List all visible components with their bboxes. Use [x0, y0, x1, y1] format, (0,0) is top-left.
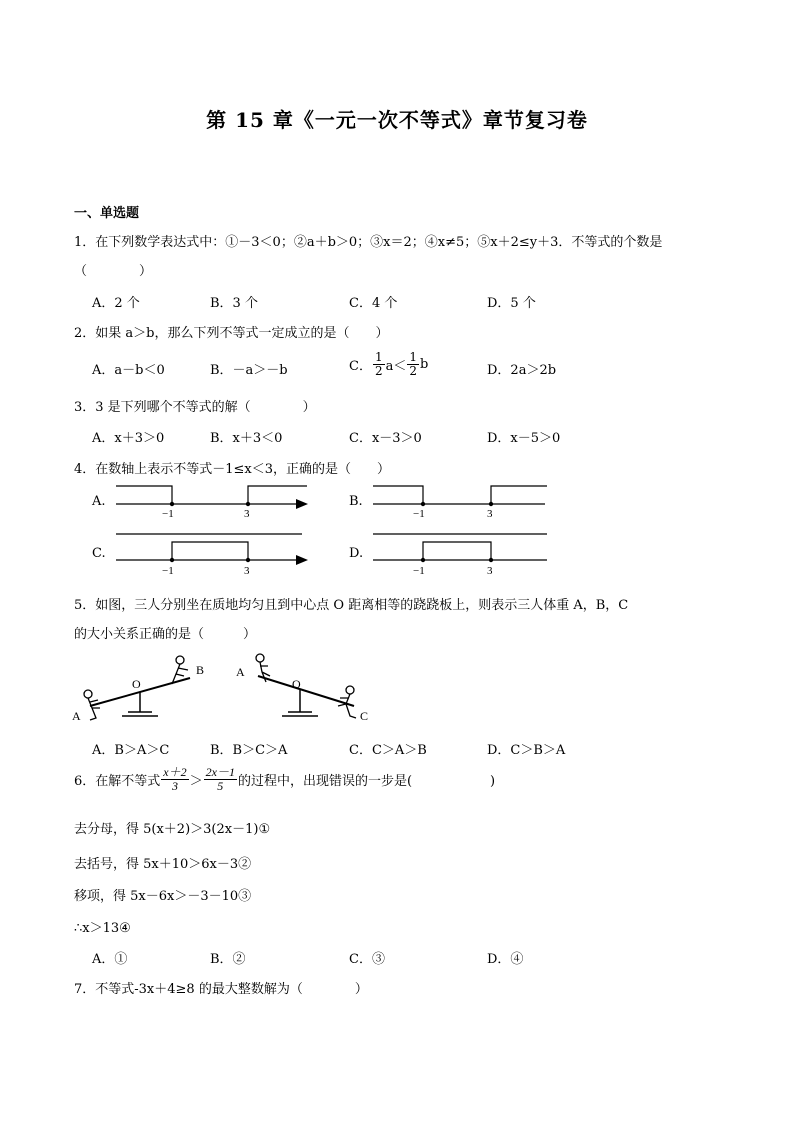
q4-numberline-c: [112, 524, 312, 576]
q6-step-1: 去分母，得 5(x＋2)＞3(2x－1)①: [74, 822, 271, 837]
q1-option-b: B．3 个: [210, 296, 258, 311]
q3-stem: 3．3 是下列哪个不等式的解（ ）: [74, 400, 316, 415]
q3-option-a: A．x＋3＞0: [92, 431, 165, 446]
q2-option-a: A．a－b＜0: [92, 363, 165, 378]
q4-label-b: B.: [349, 494, 363, 509]
q6-option-a: A．①: [92, 952, 128, 967]
q1-stem: 1．在下列数学表达式中：①－3＜0；②a＋b＞0；③x＝2；④x≠5；⑤x＋2≤y＋3．不等式的个数是: [74, 235, 663, 250]
person-label-a: A: [72, 709, 81, 723]
frac-numerator: x＋2: [163, 765, 187, 779]
tick-label-minus-one: −1: [162, 565, 174, 576]
q5-option-b: B．B＞C＞A: [210, 743, 288, 758]
pivot-label-o: O: [132, 677, 141, 691]
q2-option-c-prefix: C．: [349, 359, 372, 374]
frac-denominator: 5: [217, 779, 224, 793]
q6-step-4: ∴x＞13④: [74, 921, 131, 936]
page-title: 第 15 章《一元一次不等式》章节复习卷: [206, 108, 588, 132]
q5-option-d: D．C＞B＞A: [487, 743, 566, 758]
q6-stem-prefix: 6．在解不等式: [74, 774, 161, 789]
q6-greater-than: ＞: [189, 774, 203, 789]
q5-stem: 5．如图，三人分别坐在质地均匀且到中心点 O 距离相等的跷跷板上，则表示三人体重 A，B，C: [74, 598, 629, 613]
person-label-a: A: [236, 665, 245, 679]
tick-label-three: 3: [244, 565, 250, 576]
frac-denominator: 3: [171, 779, 178, 793]
q4-label-c: C.: [92, 546, 106, 561]
q1-option-d: D．5 个: [487, 296, 536, 311]
q4-numberline-b: [369, 480, 554, 520]
q2-option-c-end: b: [420, 357, 429, 372]
q1-option-a: A．2 个: [92, 296, 140, 311]
q2-stem: 2．如果 a＞b，那么下列不等式一定成立的是（ ）: [74, 326, 389, 341]
q2-option-c-fraction-right: [407, 351, 419, 378]
q2-option-b: B．－a＞－b: [210, 363, 288, 378]
q4-numberline-a: [112, 480, 312, 520]
frac-numerator: 1: [374, 350, 383, 364]
q4-stem: 4．在数轴上表示不等式－1≤x＜3，正确的是（ ）: [74, 462, 391, 477]
q6-stem: [74, 766, 495, 793]
frac-denominator: 2: [374, 364, 383, 378]
person-label-c: C: [360, 709, 369, 723]
q4-label-a: A.: [92, 494, 106, 509]
frac-numerator: 2x－1: [205, 765, 235, 779]
q6-stem-suffix: 的过程中，出现错误的一步是( ): [237, 774, 496, 789]
q4-label-d: D.: [349, 546, 364, 561]
q7-stem: 7．不等式-3x＋4≥8 的最大整数解为（ ）: [74, 982, 368, 997]
q6-option-b: B．②: [210, 952, 246, 967]
person-label-b: B: [196, 663, 205, 677]
q2-option-c-mid: a＜: [385, 359, 407, 374]
q4-numberline-d: [369, 524, 554, 576]
q2-option-c: [349, 351, 428, 378]
q5-stem-2: 的大小关系正确的是（ ）: [74, 627, 257, 642]
q3-option-b: B．x＋3＜0: [210, 431, 283, 446]
q2-option-d: D．2a＞2b: [487, 363, 557, 378]
tick-label-three: 3: [487, 508, 493, 520]
q6-fraction-left: [161, 766, 188, 793]
frac-denominator: 2: [409, 364, 417, 378]
tick-label-minus-one: −1: [162, 508, 174, 520]
seesaw-figure-left: [72, 650, 212, 728]
seesaw-figure-right: [232, 650, 382, 728]
q2-option-c-fraction-left: [373, 351, 385, 378]
q3-option-c: C．x－3＞0: [349, 431, 422, 446]
tick-label-minus-one: −1: [413, 508, 425, 520]
q6-step-2: 去括号，得 5x＋10＞6x－3②: [74, 857, 252, 872]
q6-step-3: 移项，得 5x－6x＞－3－10③: [74, 889, 252, 904]
q5-option-c: C．C＞A＞B: [349, 743, 427, 758]
q3-option-d: D．x－5＞0: [487, 431, 561, 446]
q1-option-c: C．4 个: [349, 296, 398, 311]
q5-option-a: A．B＞A＞C: [92, 743, 170, 758]
pivot-label-o: O: [292, 677, 301, 691]
q6-fraction-right: [204, 766, 237, 793]
q6-option-c: C．③: [349, 952, 385, 967]
frac-numerator: 1: [409, 350, 417, 364]
section-heading: 一、单选题: [74, 206, 140, 221]
q1-stem-blank: （ ）: [74, 264, 153, 279]
tick-label-three: 3: [487, 565, 493, 576]
tick-label-minus-one: −1: [413, 565, 425, 576]
q6-option-d: D．④: [487, 952, 524, 967]
tick-label-three: 3: [244, 508, 250, 520]
